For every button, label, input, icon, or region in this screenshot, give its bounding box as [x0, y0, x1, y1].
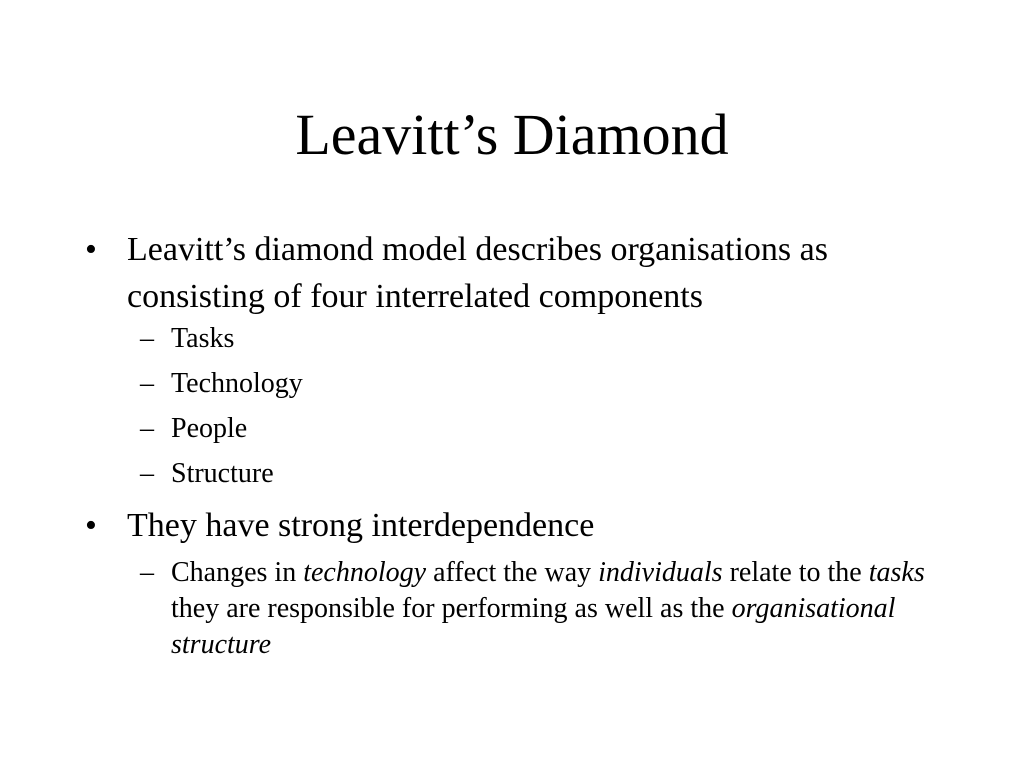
- dash-icon: –: [140, 323, 154, 354]
- subitem-label: Tasks: [171, 323, 235, 354]
- subitem-label: People: [171, 413, 248, 444]
- text-run: affect the way: [426, 557, 599, 588]
- bullet-icon: •: [85, 507, 97, 544]
- text-run: Changes in: [171, 557, 304, 588]
- subitem-label: Technology: [171, 368, 303, 399]
- bullet-icon: •: [85, 231, 97, 268]
- subitem-technology: [140, 366, 940, 402]
- text-run: they are responsible for performing as well as the: [171, 593, 732, 624]
- bullet-1-text: Leavitt’s diamond model describes organisations as consisting of four interrelated components: [127, 231, 828, 315]
- emphasis-technology: technology: [303, 557, 427, 588]
- text-run: relate to the: [722, 557, 869, 588]
- subitem-tasks: [140, 321, 940, 357]
- subitem-label: Structure: [171, 458, 274, 489]
- subitem-people: [140, 411, 940, 447]
- subitem-changes-text: [171, 555, 940, 663]
- bullet-item-2: [85, 502, 935, 549]
- subitem-structure: [140, 456, 940, 492]
- dash-icon: –: [140, 368, 154, 399]
- emphasis-tasks: tasks: [868, 557, 925, 588]
- dash-icon: –: [140, 413, 154, 444]
- subitem-changes: [140, 555, 940, 663]
- bullet-2-text: They have strong interdependence: [127, 507, 595, 544]
- dash-icon: –: [140, 557, 154, 588]
- slide-title: Leavitt’s Diamond: [295, 102, 729, 167]
- bullet-item-1: [85, 226, 935, 320]
- dash-icon: –: [140, 458, 154, 489]
- emphasis-individuals: individuals: [598, 557, 723, 588]
- emphasis-organisational-structure: organisational structure: [171, 593, 896, 660]
